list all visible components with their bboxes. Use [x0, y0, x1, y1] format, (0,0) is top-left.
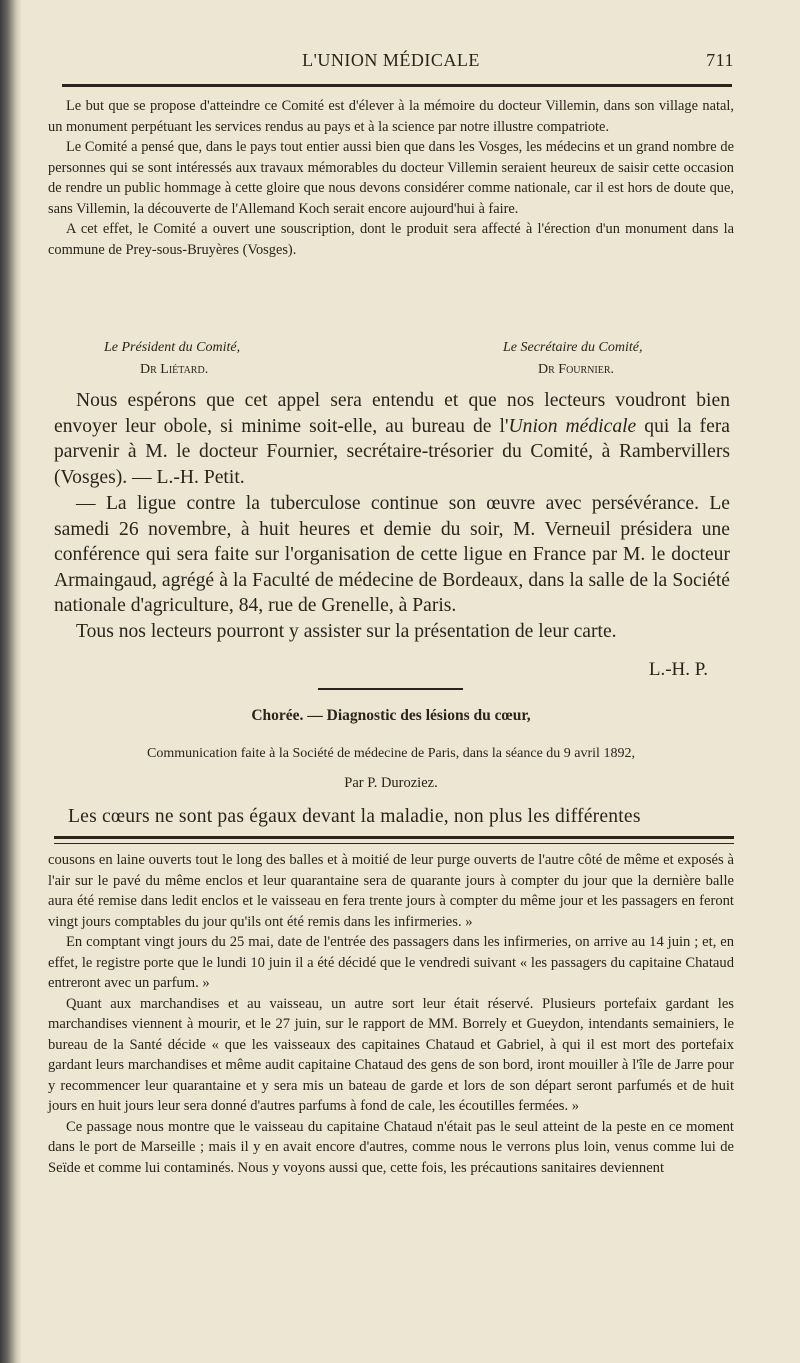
journal-name: Union médicale: [508, 415, 637, 437]
appeal-text: [48, 96, 734, 260]
subscription-note: [54, 388, 730, 490]
article-title: Chorée. — Diagnostic des lésions du cœur,: [251, 707, 531, 724]
secretary-title: Le Secrétaire du Comité,: [503, 340, 643, 355]
league-paragraph: Tous nos lecteurs pourront y assister sur la présentation de leur carte.: [76, 620, 617, 642]
feuilleton-paragraph: cousons en laine ouverts tout le long des balles et à moitié de leur purge ouverts de l'autre côté de même et exposés à l'air sur le pavé du même enclos et leur quarantaine sera de quarante jours à compter du jour que la dernière balle aura été remise dans ledit enclos et le vaisseau en fera trente jours à compter du même jour et les passagers en feront vingt jours comptables du jour qu'ils ont été remis dans les infirmeries. »: [48, 852, 734, 930]
feuilleton-paragraph: Ce passage nous montre que le vaisseau du capitaine Chataud n'était pas le seul atteint de la peste en ce moment dans le port de Marseille ; mais il y en avait encore d'autres, comme nous le verrons plus loin, venus comme lui de Seïde et comme lui contaminés. Nous y voyons aussi que, cette fois, les précautions sanitaires deviennent: [48, 1118, 734, 1176]
page-header: [48, 50, 734, 74]
note-text-start: Nous espérons que cet appel sera entendu et que nos lecteurs voudront bien envoyer leur obole, si minime soit-elle, au bureau de l': [54, 390, 730, 437]
note-text-end: qui la fera parvenir à M. le docteur Fournier, secrétaire-trésorier du Comité, à Rambervillers (Vosges). — L.-H. Petit.: [54, 415, 730, 488]
league-paragraph: — La ligue contre la tuberculose continue son œuvre avec persévérance. Le samedi 26 novembre, à huit heures et demie du soir, M. Verneuil présidera une conférence qui sera faite sur l'organisation de cette ligue en France par M. le docteur Armaingaud, agrégé à la Faculté de médecine de Bordeaux, dans la salle de la Société nationale d'agriculture, 84, rue de Grenelle, à Paris.: [54, 493, 730, 616]
article-lead: Les cœurs ne sont pas égaux devant la maladie, non plus les différentes: [68, 806, 641, 827]
appeal-paragraph: Le but que se propose d'atteindre ce Comité est d'élever à la mémoire du docteur Villemin, dans son village natal, un monument perpétuant les services rendus au pays et à la science par notre illustre compatriote.: [48, 98, 734, 135]
feuilleton-paragraph: En comptant vingt jours du 25 mai, date de l'entrée des passagers dans les infirmeries, on arrive au 14 juin ; et, en effet, le registre porte que le lundi 10 juin il a été décidé que le vendredi suivant « les passagers du capitaine Chataud entreront avec un parfum. »: [48, 934, 734, 991]
appeal-paragraph: Le Comité a pensé que, dans le pays tout entier aussi bien que dans les Vosges, les médecins et un grand nombre de personnes qui se sont intéressés aux travaux mémorables du docteur Villemin seraient heureux de saisir cette occasion de rendre un public hommage à cette gloire que nous devons considérer comme nationale, car il est hors de doute que, sans Villemin, la découverte de l'Allemand Koch serait encore aujourd'hui à faire.: [48, 139, 734, 217]
running-title: L'UNION MÉDICALE: [302, 50, 480, 70]
feuilleton-rule-thick: [54, 836, 734, 839]
president-title: Le Président du Comité,: [104, 340, 241, 355]
president-name: Dr Liétard.: [140, 362, 209, 377]
book-binding-edge: [0, 0, 22, 1363]
feuilleton-rule-thin: [54, 843, 734, 844]
feuilleton-paragraph: Quant aux marchandises et au vaisseau, un autre sort leur était réservé. Plusieurs portefaix gardant les marchandises viennent à mourir, et le 27 juin, sur le rapport de MM. Borrely et Gueydon, intendants semainiers, le bureau de la Santé décide « que les vaisseaux des capitaines Chataud et Gabriel, à qui il est mort des portefaix gardant leurs marchandises et même audit capitaine Chataud des gens de son bord, iront mouiller à l'île de Jarre pour y recommencer leur quarantaine et y sera mis un bateau de garde et lors de son départ seront parfumés et de huit jours en huit jours leur sera donné d'autres parfums à fond de cale, les écoutilles fermées. »: [48, 995, 734, 1114]
article-byline: Par P. Duroziez.: [344, 775, 438, 791]
secretary-name: Dr Fournier.: [538, 362, 615, 377]
league-announcement: [54, 491, 730, 644]
feuilleton-text: [48, 850, 734, 1178]
league-signature: L.-H. P.: [648, 659, 708, 680]
section-divider: [318, 688, 463, 690]
article-subtitle: Communication faite à la Société de médecine de Paris, dans la séance du 9 avril 1892,: [147, 746, 635, 761]
appeal-paragraph: A cet effet, le Comité a ouvert une souscription, dont le produit sera affecté à l'érection d'un monument dans la commune de Prey-sous-Bruyères (Vosges).: [48, 221, 734, 258]
header-rule: [62, 84, 732, 87]
page-number: 711: [706, 50, 734, 70]
